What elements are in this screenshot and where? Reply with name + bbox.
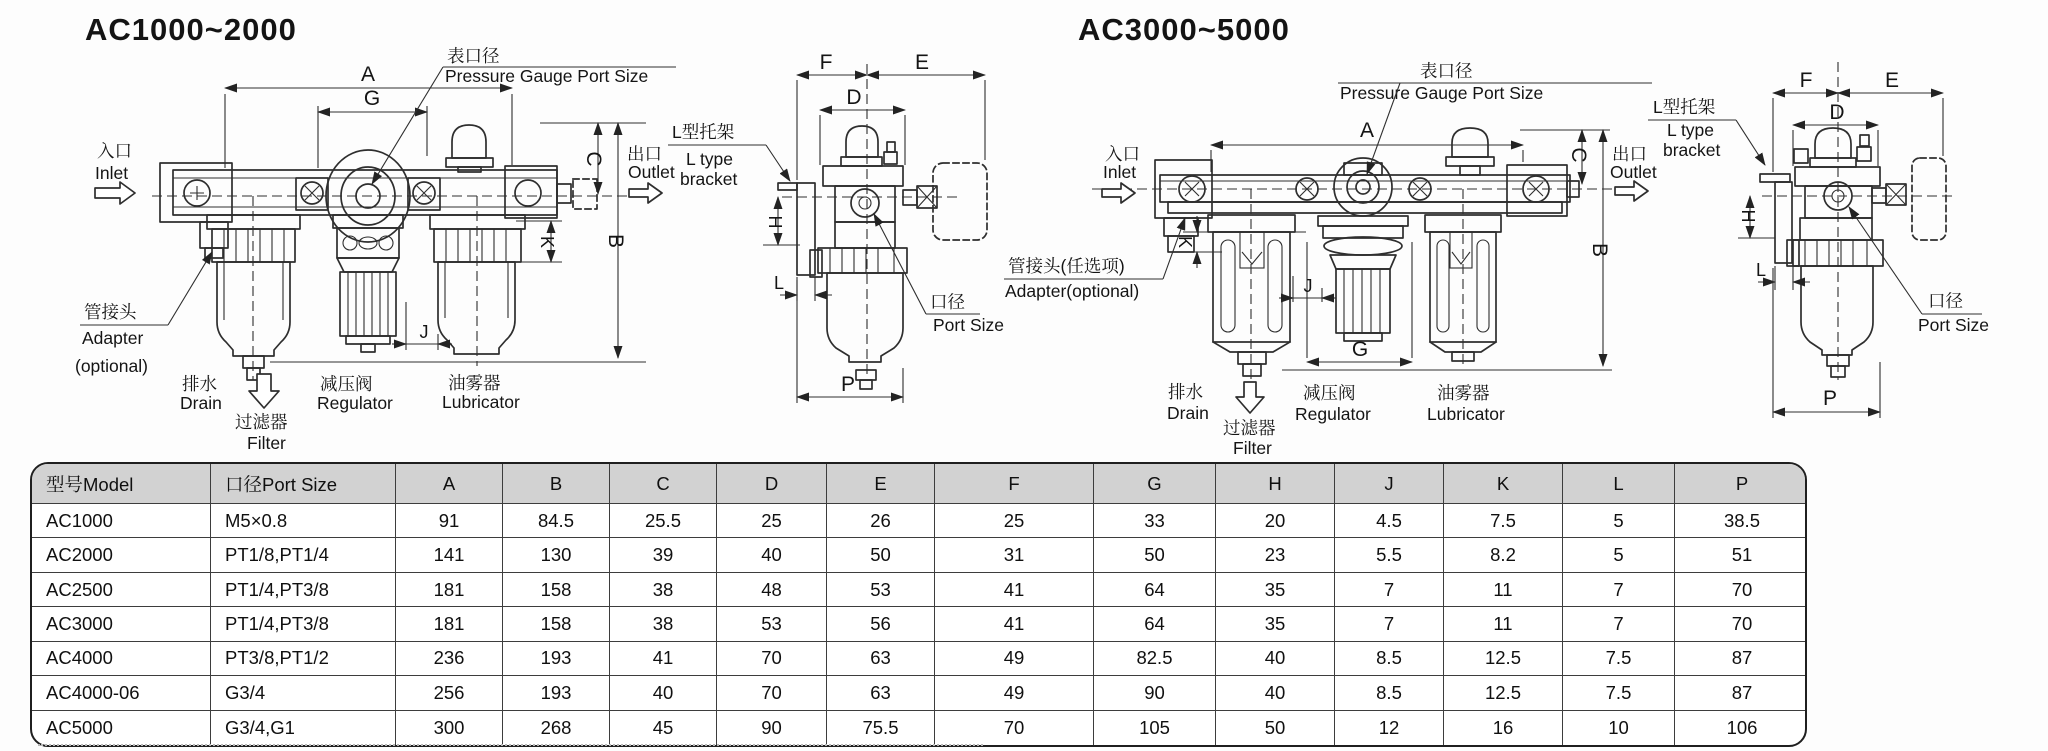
table-cell: 181	[396, 607, 503, 641]
table-cell: 40	[1216, 676, 1335, 710]
diagram-ac1000-2000	[75, 12, 1004, 453]
table-cell: 7	[1335, 607, 1444, 641]
table-header-cell: C	[610, 464, 717, 504]
regulator-unit-drawing	[1318, 216, 1408, 341]
dimension-F	[1773, 69, 1838, 172]
port-size-label-cn: 口径	[1928, 291, 1963, 311]
adapter-label-cn: 管接头(任选项)	[1008, 256, 1125, 276]
dimension-H	[763, 197, 800, 245]
inlet-arrow-icon	[1102, 183, 1135, 203]
table-cell: 87	[1675, 642, 1807, 676]
table-cell: AC5000	[32, 711, 211, 745]
dimension-A	[1211, 119, 1523, 172]
table-cell: PT1/4,PT3/8	[211, 607, 396, 641]
table-cell: 70	[1675, 573, 1807, 607]
table-cell: 63	[827, 642, 935, 676]
dimension-K	[512, 221, 562, 262]
lubricator-label-cn: 油雾器	[1437, 383, 1490, 403]
inlet-arrow-icon	[95, 182, 135, 204]
dimension-P	[797, 280, 903, 403]
table-cell: 50	[827, 538, 935, 572]
dimension-F	[797, 51, 867, 180]
table-row	[32, 711, 1807, 745]
front-view-drawing	[75, 46, 676, 453]
table-cell: 38	[610, 573, 717, 607]
gauge-dome-drawing	[446, 125, 493, 172]
table-cell: 4.5	[1335, 504, 1444, 538]
table-cell: 87	[1675, 676, 1807, 710]
table-cell: 50	[1216, 711, 1335, 745]
dim-label-k: K	[1175, 235, 1195, 249]
front-view-drawing	[1004, 61, 1657, 458]
dim-label-h: H	[765, 215, 785, 229]
table-cell: 70	[1675, 607, 1807, 641]
table-cell: 48	[717, 573, 827, 607]
table-row	[32, 607, 1807, 641]
dim-label-g: G	[363, 87, 381, 110]
bracket-label-en1: L type	[686, 149, 734, 169]
dim-label-d: D	[1829, 101, 1845, 124]
label-l-bracket	[668, 122, 790, 189]
outlet-label-cn: 出口	[1612, 144, 1647, 164]
table-cell: 26	[827, 504, 935, 538]
table-cell: 84.5	[503, 504, 610, 538]
table-cell: 25	[717, 504, 827, 538]
table-cell: 10	[1563, 711, 1675, 745]
table-cell: 35	[1216, 607, 1335, 641]
table-cell: 75.5	[827, 711, 935, 745]
table-cell: 16	[1444, 711, 1563, 745]
label-port-size	[874, 214, 1004, 335]
dimension-L	[1756, 260, 1810, 290]
table-row	[32, 676, 1807, 710]
lubricator-label-cn: 油雾器	[448, 373, 501, 393]
table-cell: AC4000	[32, 642, 211, 676]
diagram-title: AC3000~5000	[1078, 12, 1290, 47]
table-cell: 82.5	[1094, 642, 1216, 676]
table-cell: 11	[1444, 607, 1563, 641]
diagram-ac3000-5000	[1004, 12, 1989, 458]
bracket-label-en1: L type	[1667, 120, 1715, 140]
table-row	[32, 573, 1807, 607]
side-body-drawing	[1793, 128, 1946, 377]
dim-label-j: J	[419, 322, 429, 342]
dimension-J	[392, 302, 452, 350]
dimension-J	[1279, 276, 1336, 302]
table-cell: 53	[827, 573, 935, 607]
dim-label-p: P	[840, 373, 856, 396]
bracket-label-en2: bracket	[680, 169, 738, 189]
table-cell: 70	[717, 642, 827, 676]
filter-unit-drawing	[207, 196, 300, 380]
dim-label-c: C	[582, 151, 605, 167]
inlet-label-cn: 入口	[97, 141, 132, 161]
label-regulator	[317, 374, 393, 413]
table-cell: 49	[935, 642, 1094, 676]
port-size-label-en: Port Size	[933, 315, 1004, 335]
filter-label-cn: 过滤器	[1223, 418, 1276, 438]
table-cell: 12.5	[1444, 642, 1563, 676]
table-cell: 12	[1335, 711, 1444, 745]
table-cell: 5	[1563, 538, 1675, 572]
table-header-cell: 口径Port Size	[211, 464, 396, 504]
dim-label-f: F	[1799, 69, 1813, 92]
table-cell: G3/4,G1	[211, 711, 396, 745]
table-cell: 141	[396, 538, 503, 572]
table-header-row	[32, 464, 1807, 504]
label-drain	[1167, 382, 1209, 423]
inlet-label-cn: 入口	[1105, 144, 1140, 164]
table-cell: 5.5	[1335, 538, 1444, 572]
bracket-label-cn: L型托架	[672, 122, 735, 142]
dim-label-l: L	[1755, 260, 1767, 280]
diagram-title: AC1000~2000	[85, 12, 297, 47]
dimension-G	[1307, 242, 1412, 362]
dimension-E	[1838, 69, 1943, 156]
table-cell: 130	[503, 538, 610, 572]
filter-label-en: Filter	[1233, 438, 1272, 458]
table-row	[32, 538, 1807, 572]
bracket-label-cn: L型托架	[1653, 97, 1716, 117]
label-filter	[235, 412, 288, 453]
table-cell: AC3000	[32, 607, 211, 641]
table-cell: 64	[1094, 573, 1216, 607]
label-adapter	[75, 252, 212, 376]
table-cell: 41	[935, 573, 1094, 607]
regulator-face-drawing	[1334, 158, 1392, 216]
table-cell: 25.5	[610, 504, 717, 538]
table-cell: 91	[396, 504, 503, 538]
label-pressure-gauge-port	[1338, 61, 1652, 174]
dim-label-e: E	[914, 51, 930, 74]
dim-label-h: H	[1738, 209, 1758, 223]
regulator-unit-drawing	[333, 215, 403, 352]
port-size-label-cn: 口径	[930, 292, 965, 312]
label-lubricator	[1427, 383, 1505, 424]
table-cell: 41	[610, 642, 717, 676]
table-header-cell: E	[827, 464, 935, 504]
dim-label-p: P	[1822, 387, 1838, 410]
dimension-D	[1793, 101, 1878, 166]
table-cell: 38	[610, 607, 717, 641]
table-cell: 7	[1335, 573, 1444, 607]
label-lubricator	[442, 373, 520, 412]
side-body-drawing	[818, 126, 987, 389]
table-header-cell: J	[1335, 464, 1444, 504]
label-outlet	[627, 144, 675, 203]
table-cell: AC1000	[32, 504, 211, 538]
table-cell: 90	[1094, 676, 1216, 710]
table-header-cell: L	[1563, 464, 1675, 504]
dim-label-d: D	[846, 86, 862, 109]
drain-label-cn: 排水	[182, 374, 217, 394]
adapter-label-cn: 管接头	[84, 302, 137, 322]
manifold-drawing	[160, 163, 597, 222]
table-cell: 7.5	[1444, 504, 1563, 538]
table-cell: 106	[1726, 716, 1758, 738]
table-cell: 193	[503, 642, 610, 676]
outlet-arrow-icon	[629, 183, 662, 203]
table-header-cell: 型号Model	[32, 464, 211, 504]
table-header-cell: D	[717, 464, 827, 504]
dim-label-a: A	[360, 63, 376, 86]
dim-label-k: K	[537, 235, 557, 249]
table-cell: 8.2	[1444, 538, 1563, 572]
table-cell: 105	[1094, 711, 1216, 745]
dim-label-g: G	[1351, 338, 1369, 361]
table-cell: 158	[503, 607, 610, 641]
label-drain	[180, 374, 222, 413]
page-divider	[38, 744, 983, 746]
dim-label-b: B	[1588, 242, 1611, 258]
label-regulator	[1295, 383, 1371, 424]
port-size-label-en: Port Size	[1918, 315, 1989, 335]
bracket-label-en2: bracket	[1663, 140, 1721, 160]
table-cell: 70	[935, 711, 1094, 745]
table-cell: 7	[1563, 607, 1675, 641]
label-inlet	[95, 141, 135, 204]
table-cell: 49	[935, 676, 1094, 710]
table-row	[32, 504, 1807, 538]
label-adapter	[1004, 218, 1185, 301]
table-row	[32, 642, 1807, 676]
table-cell: 11	[1444, 573, 1563, 607]
outlet-label-en: Outlet	[1610, 162, 1657, 182]
table-header-cell: B	[503, 464, 610, 504]
drain-label-en: Drain	[180, 393, 222, 413]
table-cell: PT1/4,PT3/8	[211, 573, 396, 607]
table-cell: AC2000	[32, 538, 211, 572]
table-cell: 158	[503, 573, 610, 607]
gauge-port-label-en: Pressure Gauge Port Size	[445, 66, 649, 86]
dim-label-a: A	[1359, 119, 1375, 142]
table-cell: 70	[717, 676, 827, 710]
lubricator-label-en: Lubricator	[1427, 404, 1505, 424]
drain-label-cn: 排水	[1168, 382, 1203, 402]
inlet-label-en: Inlet	[95, 163, 129, 183]
label-filter	[1223, 418, 1276, 458]
table-cell: 40	[1216, 642, 1335, 676]
table-cell: 20	[1216, 504, 1335, 538]
gauge-port-label-cn: 表口径	[1420, 61, 1473, 81]
dim-label-c: C	[1567, 147, 1590, 163]
side-view-drawing	[1648, 62, 1989, 418]
regulator-label-cn: 减压阀	[320, 374, 373, 394]
table-cell: 300	[396, 711, 503, 745]
dimension-G	[318, 87, 427, 168]
table-cell: 256	[396, 676, 503, 710]
table-header-cell: F	[935, 464, 1094, 504]
table-cell: 7.5	[1563, 642, 1675, 676]
dimension-E	[867, 51, 985, 160]
table-cell: 193	[503, 676, 610, 710]
adapter-label-optional: (optional)	[75, 356, 148, 376]
filter-label-cn: 过滤器	[235, 412, 288, 432]
table-header-cell: K	[1444, 464, 1563, 504]
table-cell: 51	[1675, 538, 1807, 572]
inlet-label-en: Inlet	[1103, 162, 1137, 182]
table-cell: 5	[1563, 504, 1675, 538]
table-cell: 40	[610, 676, 717, 710]
dim-label-l: L	[773, 273, 785, 293]
table-cell: 64	[1094, 607, 1216, 641]
regulator-label-en: Regulator	[1295, 404, 1371, 424]
table-cell: 90	[717, 711, 827, 745]
table-header-cell: H	[1216, 464, 1335, 504]
table-cell: 236	[396, 642, 503, 676]
table-cell: AC4000-06	[32, 676, 211, 710]
table-cell: 40	[717, 538, 827, 572]
table-header-cell: P	[1675, 464, 1807, 504]
outlet-arrow-icon	[1615, 181, 1648, 201]
table-cell: M5×0.8	[211, 504, 396, 538]
table-cell: PT1/8,PT1/4	[211, 538, 396, 572]
table-header-cell: A	[396, 464, 503, 504]
table-cell: 56	[827, 607, 935, 641]
table-cell: 35	[1216, 573, 1335, 607]
gauge-port-label-en: Pressure Gauge Port Size	[1340, 83, 1544, 103]
table-cell: AC2500	[32, 573, 211, 607]
lubricator-label-en: Lubricator	[442, 392, 520, 412]
dim-label-f: F	[819, 51, 833, 74]
dimension-H	[1738, 196, 1775, 238]
label-outlet	[1610, 144, 1657, 201]
table-cell: G3/4	[211, 676, 396, 710]
outlet-label-cn: 出口	[627, 144, 662, 164]
table-cell: 33	[1094, 504, 1216, 538]
label-l-bracket	[1648, 97, 1765, 165]
adapter-label-en: Adapter(optional)	[1005, 281, 1140, 301]
regulator-label-cn: 减压阀	[1303, 383, 1356, 403]
filter-unit-drawing	[1208, 189, 1295, 380]
table-cell: 31	[935, 538, 1094, 572]
dim-label-j: J	[1303, 276, 1313, 296]
lubricator-unit-drawing	[1425, 189, 1501, 368]
gauge-dome-drawing	[1446, 128, 1494, 175]
label-port-size	[1849, 207, 1989, 335]
table-cell: PT3/8,PT1/2	[211, 642, 396, 676]
dim-label-e: E	[1884, 69, 1900, 92]
table-cell: 45	[610, 711, 717, 745]
label-inlet	[1102, 144, 1140, 203]
table-cell: 63	[827, 676, 935, 710]
table-cell: 23	[1216, 538, 1335, 572]
gauge-port-label-cn: 表口径	[447, 46, 500, 66]
table-cell: 181	[396, 573, 503, 607]
table-header-cell: G	[1094, 464, 1216, 504]
table-cell: 7	[1563, 573, 1675, 607]
dimension-L	[774, 273, 832, 301]
table-cell: 41	[935, 607, 1094, 641]
outlet-label-en: Outlet	[628, 162, 675, 182]
dim-label-b: B	[604, 233, 627, 249]
table-cell: 8.5	[1335, 642, 1444, 676]
table-cell: 268	[503, 711, 610, 745]
filter-label-en: Filter	[247, 433, 286, 453]
table-cell: 53	[717, 607, 827, 641]
drain-arrow-icon	[1236, 382, 1264, 413]
drain-label-en: Drain	[1167, 403, 1209, 423]
table-cell: 25	[935, 504, 1094, 538]
side-view-drawing	[668, 51, 1004, 403]
dimensions-table	[30, 462, 1807, 747]
table-cell: 38.5	[1675, 504, 1807, 538]
lubricator-unit-drawing	[430, 196, 525, 366]
table-cell: 7.5	[1563, 676, 1675, 710]
table-cell: 39	[610, 538, 717, 572]
table-cell: 50	[1094, 538, 1216, 572]
table-cell: 12.5	[1444, 676, 1563, 710]
adapter-label-en: Adapter	[82, 328, 144, 348]
table-cell: 8.5	[1335, 676, 1444, 710]
dimensions-table-grid	[32, 464, 1805, 745]
regulator-label-en: Regulator	[317, 393, 393, 413]
